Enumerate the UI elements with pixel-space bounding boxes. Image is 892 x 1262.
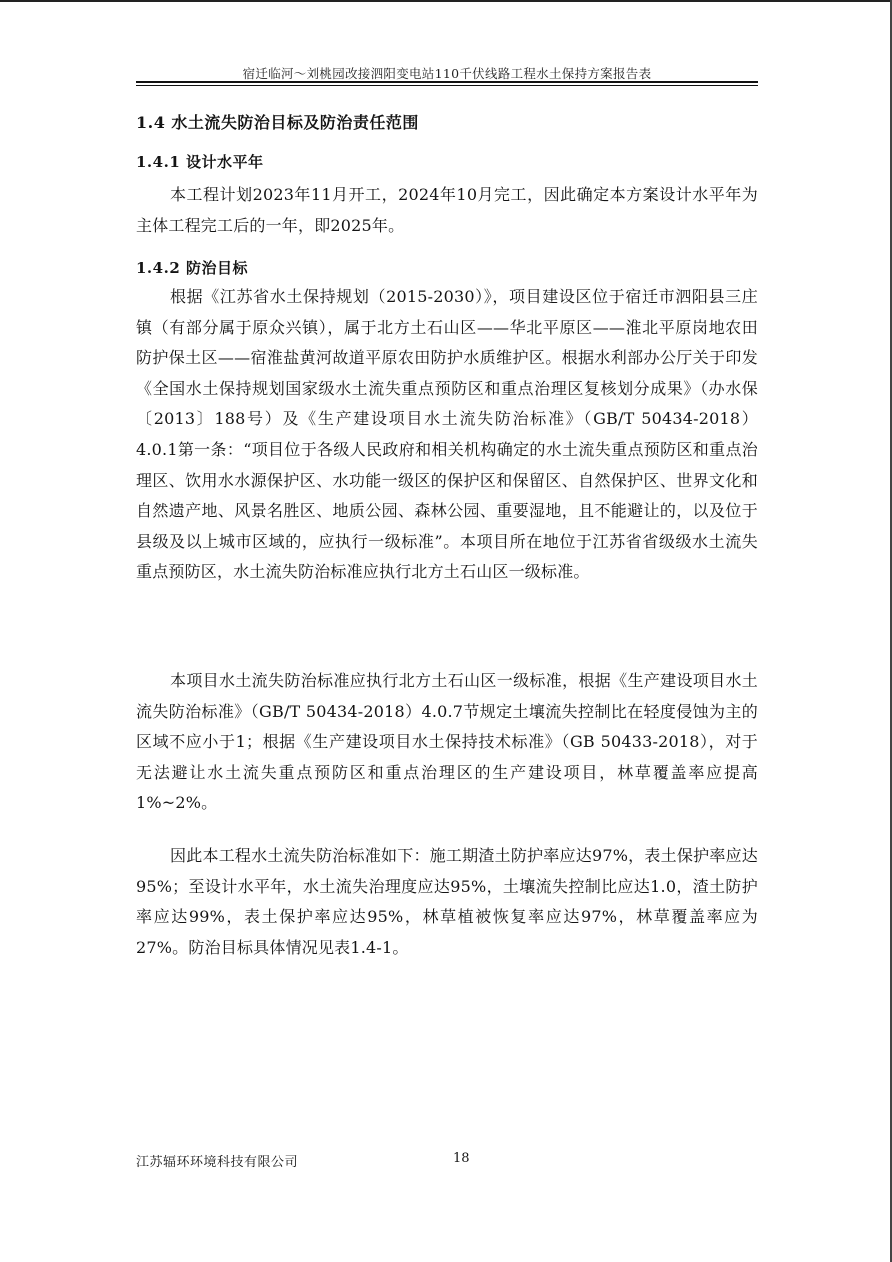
paragraph-control-targets: 因此本工程水土流失防治标准如下：施工期渣土防护率应达97%，表土保护率应达95%；至设计水平年，水土流失治理度应达95%，土壤流失控制比应达1.0，渣土防护率应达99%，表土保护率应达95%，林草植被恢复率应达97%，林草覆盖率应为27%。防治目标具体情况见表1.4-1。 (136, 846, 758, 957)
paragraph-design-year: 本工程计划2023年11月开工，2024年10月完工，因此确定本方案设计水平年为主体工程完工后的一年，即2025年。 (136, 185, 758, 235)
paragraph-standard-level: 本项目水土流失防治标准应执行北方土石山区一级标准，根据《生产建设项目水土流失防治标准》（GB/T 50434-2018）4.0.7节规定土壤流失控制比在轻度侵蚀为主的区域不应小于1；根据《生产建设项目水土保持技术标准》（GB 50433-2018），对于无法避让水土流失重点预防区和重点治理区的生产建设项目，林草覆盖率应提高1%~2%。 (136, 671, 758, 813)
subsection-heading-1-4-1: 1.4.1 设计水平年 (136, 153, 264, 171)
running-header: 宿迁临河～刘桃园改接泗阳变电站110千伏线路工程水土保持方案报告表 (242, 66, 652, 81)
paragraph-planning-basis: 根据《江苏省水土保持规划（2015-2030）》，项目建设区位于宿迁市泗阳县三庄镇（有部分属于原众兴镇），属于北方土石山区——华北平原区——淮北平原岗地农田防护保土区——宿淮盐黄河故道平原农田防护水质维护区。根据水利部办公厅关于印发《全国水土保持规划国家级水土流失重点预防区和重点治理区复核划分成果》（办水保〔2013〕188号）及《生产建设项目水土流失防治标准》（GB/T 50434-2018）4.0.1第一条：“项目位于各级人民政府和相关机构确定的水土流失重点预防区和重点治理区、饮用水水源保护区、水功能一级区的保护区和保留区、自然保护区、世界文化和自然遗产地、风景名胜区、地质公园、森林公园、重要湿地，且不能避让的，以及位于县级及以上城市区域的，应执行一级标准”。本项目所在地位于江苏省省级级水土流失重点预防区，水土流失防治标准应执行北方土石山区一级标准。 (136, 287, 758, 582)
header-rule-thick (136, 81, 758, 83)
section-heading-1-4: 1.4 水土流失防治目标及防治责任范围 (136, 113, 419, 132)
header-rule-thin (136, 85, 758, 86)
page-top-border (0, 0, 892, 2)
page-number: 18 (453, 1151, 470, 1166)
subsection-heading-1-4-2: 1.4.2 防治目标 (136, 259, 248, 277)
footer-company-name: 江苏辐环环境科技有限公司 (136, 1155, 299, 1170)
